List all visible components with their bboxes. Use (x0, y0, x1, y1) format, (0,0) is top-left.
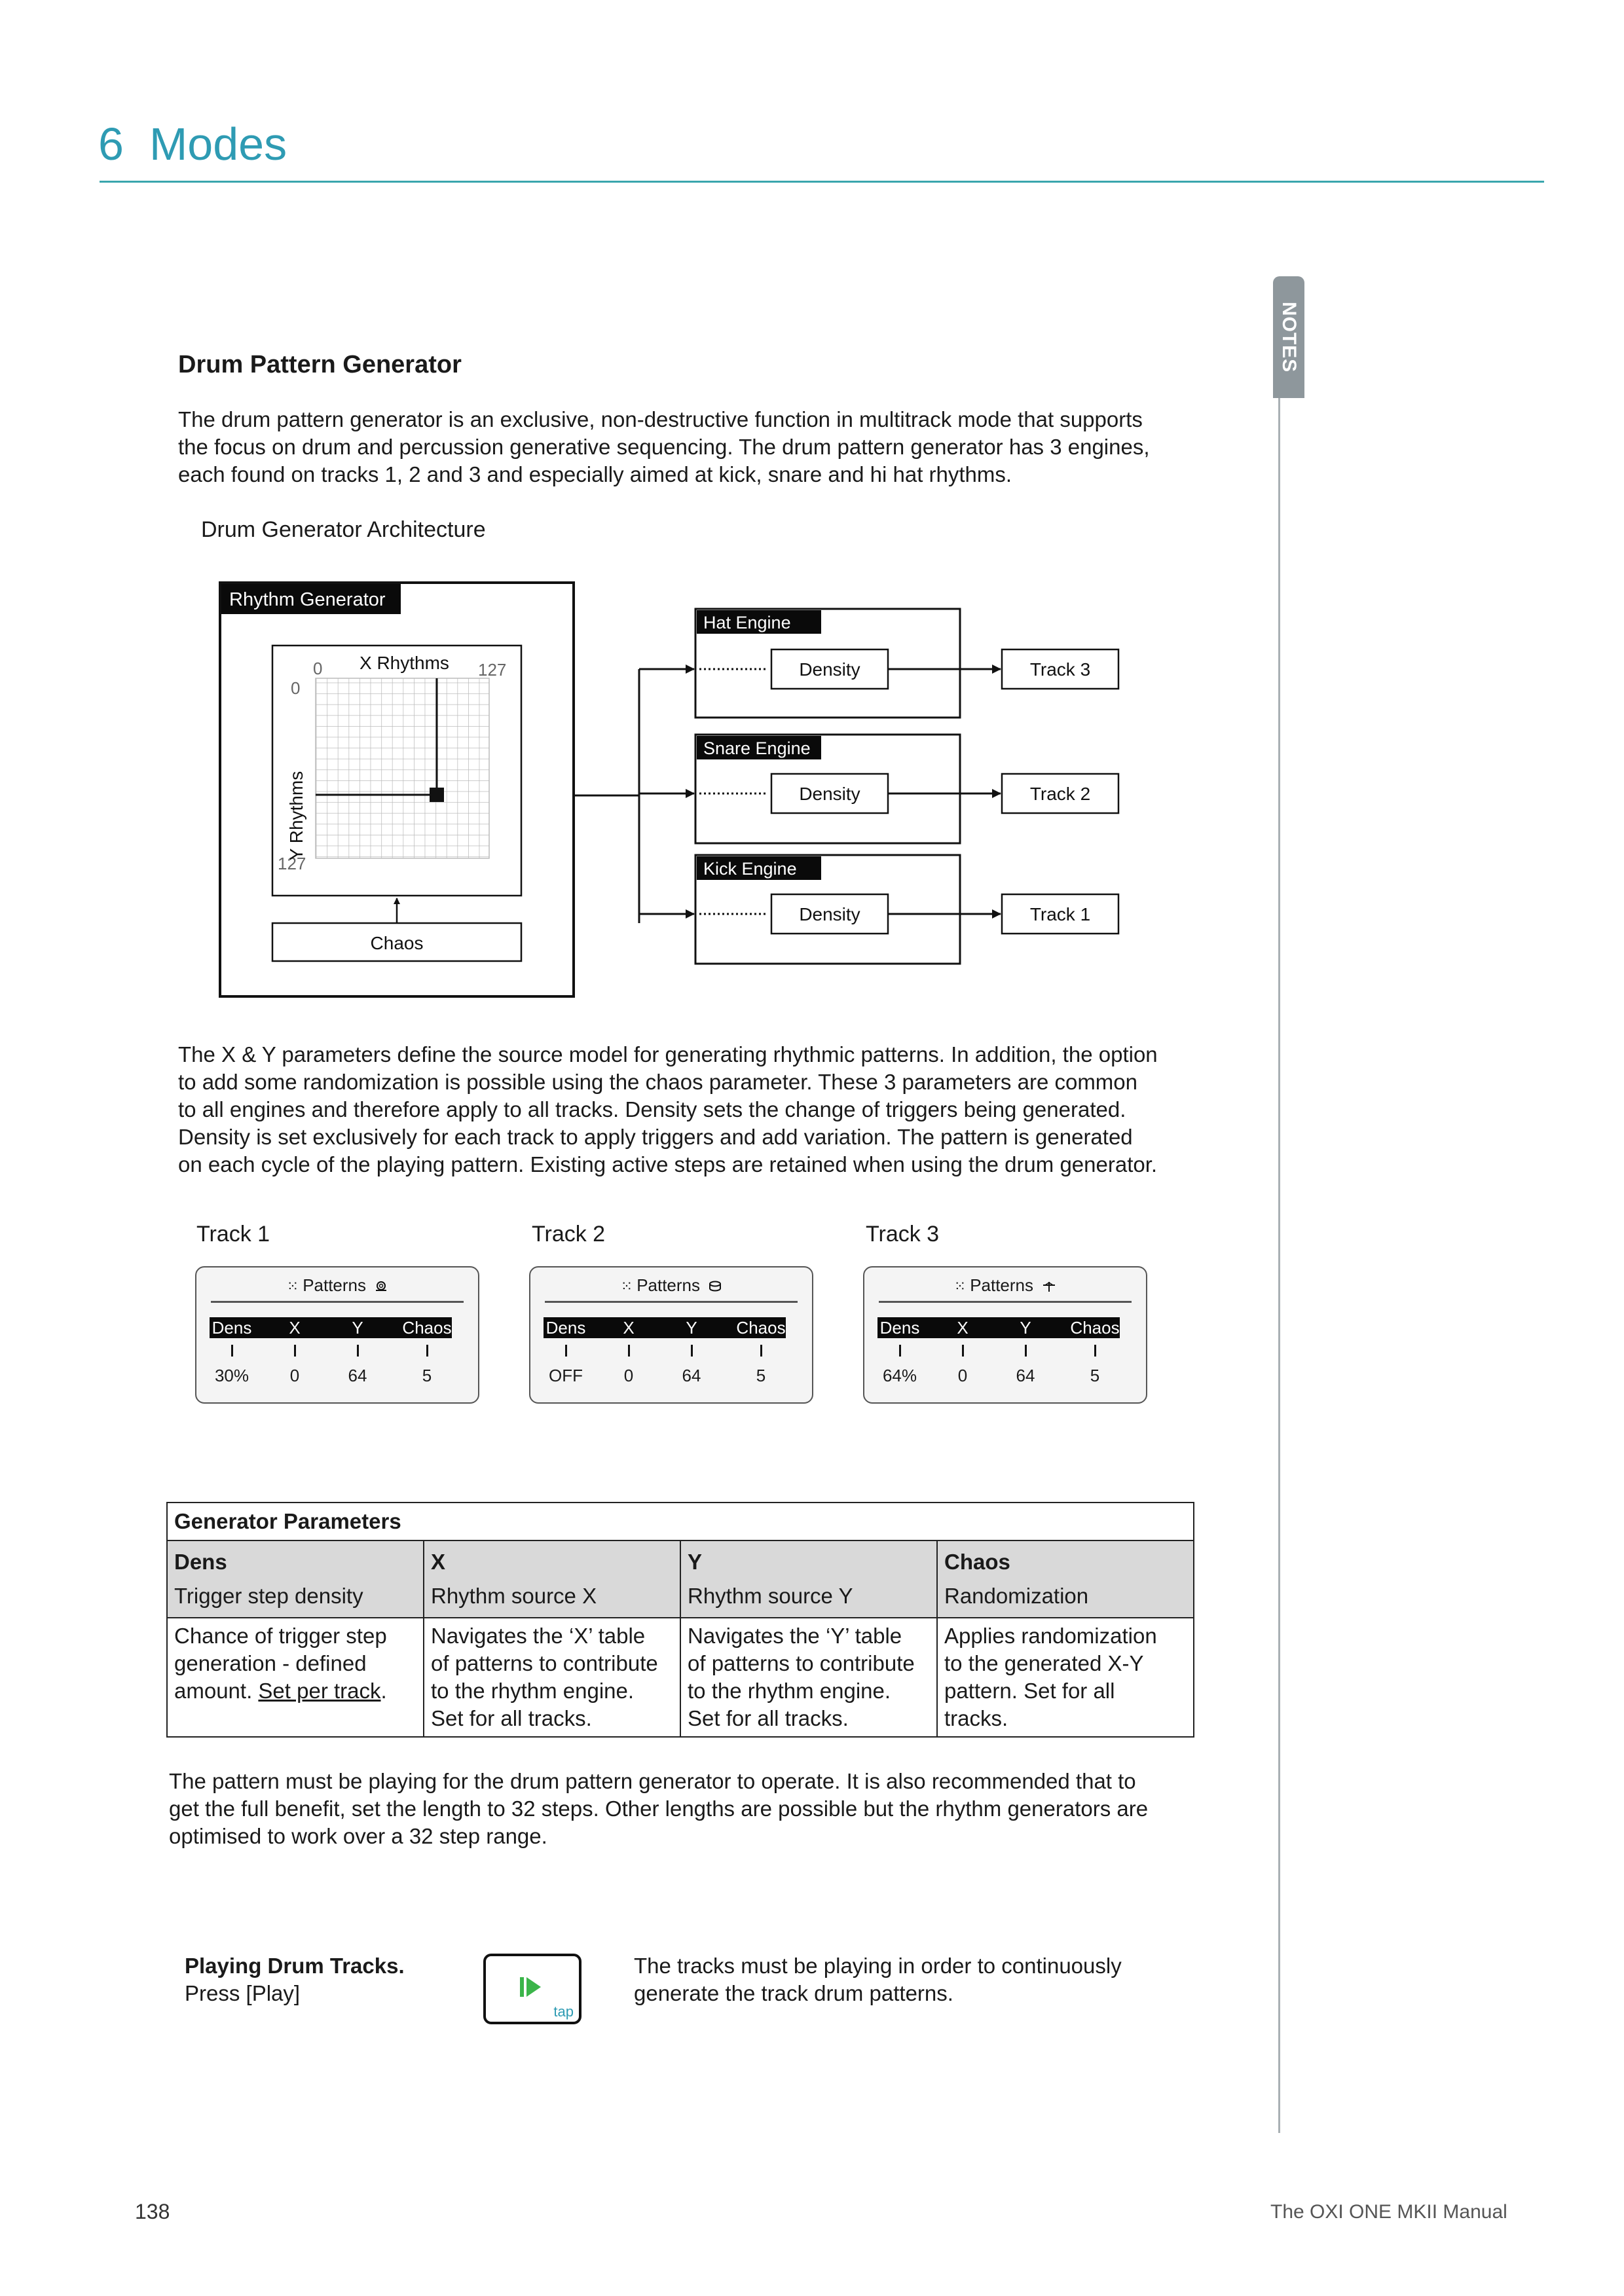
note-line: The pattern must be playing for the drum pattern generator to operate. It is also recommended that to (169, 1769, 1136, 1793)
tick (962, 1345, 964, 1357)
screen-divider (879, 1301, 1132, 1303)
generator-parameters-table (166, 1502, 1194, 1738)
y-max-label: 127 (278, 854, 306, 873)
desc-line: pattern. Set for all (944, 1679, 1115, 1703)
pattern-grid-icon: ⁙ (286, 1278, 298, 1294)
snare-density-label: Density (799, 784, 860, 804)
tick (565, 1345, 567, 1357)
note-line: optimised to work over a 32 step range. (169, 1824, 547, 1848)
intro-paragraph (178, 406, 1150, 488)
param-subtitle: Randomization (944, 1584, 1089, 1608)
intro-line: each found on tracks 1, 2 and 3 and especially aimed at kick, snare and hi hat rhythms. (178, 462, 1012, 486)
desc-line: Set for all tracks. (431, 1706, 592, 1730)
desc-text: amount. (174, 1679, 259, 1703)
architecture-diagram (196, 563, 1153, 1008)
x-min-label: 0 (313, 659, 323, 678)
hat-icon (1042, 1280, 1056, 1293)
column-y: Y (686, 1318, 697, 1338)
hat-engine (695, 609, 1118, 718)
explanation-line: on each cycle of the playing pattern. Existing active steps are retained when using the drum generator. (178, 1152, 1158, 1176)
table-title-row (167, 1503, 1194, 1540)
tick (357, 1345, 359, 1357)
rhythm-generator-label: Rhythm Generator (229, 589, 386, 610)
explanation-line: to all engines and therefore apply to all tracks. Density sets the change of triggers being generated. (178, 1097, 1126, 1121)
value-x: 0 (289, 1366, 300, 1385)
table-body-row (167, 1618, 1194, 1737)
set-per-track-note: Set per track (258, 1679, 381, 1703)
kick-density-label: Density (799, 904, 860, 924)
screen-title: Patterns (970, 1275, 1034, 1295)
playing-description (634, 1952, 1122, 2007)
header-cell-chaos (937, 1540, 1194, 1618)
pattern-grid-icon: ⁙ (953, 1278, 965, 1294)
desc-line: Applies randomization (944, 1624, 1157, 1648)
tick (1094, 1345, 1096, 1357)
value-chaos: 5 (1090, 1366, 1100, 1385)
desc-line: Chance of trigger step (174, 1624, 387, 1648)
column-y: Y (1020, 1318, 1031, 1338)
hat-engine-label: Hat Engine (703, 613, 791, 632)
desc-end: . (380, 1679, 387, 1703)
desc-cell-y (680, 1618, 937, 1737)
header-cell-y (680, 1540, 937, 1618)
track2-label: Track 2 (1029, 784, 1091, 804)
screen-title: Patterns (637, 1275, 701, 1295)
explanation-line: to add some randomization is possible using the chaos parameter. These 3 parameters are common (178, 1070, 1138, 1094)
desc-line: of patterns to contribute (431, 1651, 658, 1675)
desc-cell-x (424, 1618, 680, 1737)
desc-line (174, 1677, 416, 1705)
intro-line: the focus on drum and percussion generative sequencing. The drum pattern generator has 3 engines, (178, 435, 1150, 459)
playing-instruction: Press [Play] (185, 1981, 301, 2005)
header-cell-dens (167, 1540, 424, 1618)
section-heading: Drum Pattern Generator (178, 351, 462, 378)
drum-icon (709, 1280, 722, 1293)
track3-caption: Track 3 (866, 1222, 940, 1247)
snare-engine-label: Snare Engine (703, 738, 811, 758)
tick (760, 1345, 762, 1357)
table-header-row (167, 1540, 1194, 1618)
desc-cell-dens (167, 1618, 424, 1737)
xy-grid (316, 678, 489, 858)
explanation-line: Density is set exclusively for each track to apply triggers and add variation. The pattern is generated (178, 1125, 1133, 1149)
tick (294, 1345, 296, 1357)
chapter-divider (100, 181, 1544, 183)
value-chaos: 5 (422, 1366, 432, 1385)
chapter-title: Modes (149, 118, 287, 170)
tick (628, 1345, 630, 1357)
y-axis-label: Y Rhythms (286, 771, 306, 861)
desc-line: to the rhythm engine. (431, 1679, 635, 1703)
track3-label: Track 3 (1029, 659, 1091, 680)
track2-caption: Track 2 (532, 1222, 606, 1247)
desc-line: Set for all tracks. (688, 1706, 849, 1730)
playing-description-line: The tracks must be playing in order to continuously (634, 1954, 1122, 1978)
track1-label: Track 1 (1029, 904, 1091, 924)
value-dens: 64% (882, 1366, 917, 1385)
column-x: X (623, 1318, 635, 1338)
tick (899, 1345, 901, 1357)
playing-title: Playing Drum Tracks. (185, 1954, 405, 1978)
screen-divider (545, 1301, 798, 1303)
snare-engine (695, 735, 1118, 843)
manual-title: The OXI ONE MKII Manual (1270, 2201, 1507, 2223)
intro-line: The drum pattern generator is an exclusive, non-destructive function in multitrack mode that supports (178, 407, 1143, 431)
desc-line: tracks. (944, 1706, 1008, 1730)
screen-header (864, 1275, 1146, 1296)
value-y: 64 (1016, 1366, 1035, 1385)
xy-cursor (430, 788, 444, 802)
notes-divider (1278, 398, 1280, 2133)
column-chaos: Chaos (736, 1318, 786, 1338)
value-y: 64 (348, 1366, 367, 1385)
screen-column-bar (877, 1317, 1120, 1338)
header-cell-x (424, 1540, 680, 1618)
track3-screen (863, 1266, 1147, 1404)
snail-icon (375, 1280, 388, 1293)
kick-engine-label: Kick Engine (703, 859, 797, 879)
note-paragraph (169, 1768, 1148, 1850)
param-subtitle: Trigger step density (174, 1584, 363, 1608)
desc-line: generation - defined (174, 1651, 367, 1675)
screen-header (530, 1275, 812, 1296)
note-line: get the full benefit, set the length to 32 steps. Other lengths are possible but the rhythm generators are (169, 1796, 1149, 1821)
desc-line: to the generated X-Y (944, 1651, 1144, 1675)
hat-density-label: Density (799, 659, 860, 680)
explanation-line: The X & Y parameters define the source model for generating rhythmic patterns. In addition, the option (178, 1042, 1158, 1066)
param-subtitle: Rhythm source X (431, 1584, 597, 1608)
track1-caption: Track 1 (196, 1222, 270, 1247)
column-chaos: Chaos (402, 1318, 452, 1338)
desc-line: to the rhythm engine. (688, 1679, 891, 1703)
value-x: 0 (957, 1366, 968, 1385)
diagram-title: Drum Generator Architecture (201, 517, 486, 542)
tick (691, 1345, 693, 1357)
table-title: Generator Parameters (167, 1503, 1194, 1540)
value-dens: 30% (214, 1366, 249, 1385)
y-min-label: 0 (291, 678, 301, 698)
column-dens: Dens (212, 1318, 252, 1338)
value-x: 0 (623, 1366, 634, 1385)
screen-divider (211, 1301, 464, 1303)
value-dens: OFF (549, 1366, 583, 1385)
desc-line: Navigates the ‘X’ table (431, 1624, 646, 1648)
column-y: Y (352, 1318, 363, 1338)
tick (1025, 1345, 1027, 1357)
x-axis-label: X Rhythms (360, 653, 449, 673)
desc-cell-chaos (937, 1618, 1194, 1737)
param-name: X (431, 1550, 446, 1574)
playing-description-line: generate the track drum patterns. (634, 1981, 953, 2005)
kick-engine (695, 855, 1118, 964)
param-name: Dens (174, 1550, 227, 1574)
explanation-paragraph (178, 1041, 1158, 1178)
column-chaos: Chaos (1070, 1318, 1120, 1338)
tick (426, 1345, 428, 1357)
screen-column-bar (210, 1317, 452, 1338)
chapter-number: 6 (98, 118, 124, 170)
desc-line: of patterns to contribute (688, 1651, 915, 1675)
screen-column-bar (544, 1317, 786, 1338)
tick (231, 1345, 233, 1357)
play-button[interactable] (483, 1954, 581, 2024)
value-chaos: 5 (756, 1366, 766, 1385)
param-name: Y (688, 1550, 703, 1574)
param-name: Chaos (944, 1550, 1010, 1574)
column-x: X (289, 1318, 301, 1338)
screen-header (196, 1275, 478, 1296)
pattern-grid-icon: ⁙ (620, 1278, 632, 1294)
track2-screen (529, 1266, 813, 1404)
x-max-label: 127 (478, 660, 507, 680)
track1-screen (195, 1266, 479, 1404)
playing-block (185, 1952, 405, 2007)
desc-line: Navigates the ‘Y’ table (688, 1624, 902, 1648)
screen-title: Patterns (303, 1275, 367, 1295)
page-number: 138 (135, 2200, 170, 2223)
column-dens: Dens (545, 1318, 586, 1338)
notes-label: NOTES (1278, 301, 1300, 373)
column-x: X (957, 1318, 969, 1338)
value-y: 64 (682, 1366, 701, 1385)
play-button-tap-label: tap (553, 2003, 574, 2020)
column-dens: Dens (879, 1318, 920, 1338)
notes-tab (1273, 276, 1304, 398)
param-subtitle: Rhythm source Y (688, 1584, 853, 1608)
chaos-label: Chaos (370, 933, 424, 953)
